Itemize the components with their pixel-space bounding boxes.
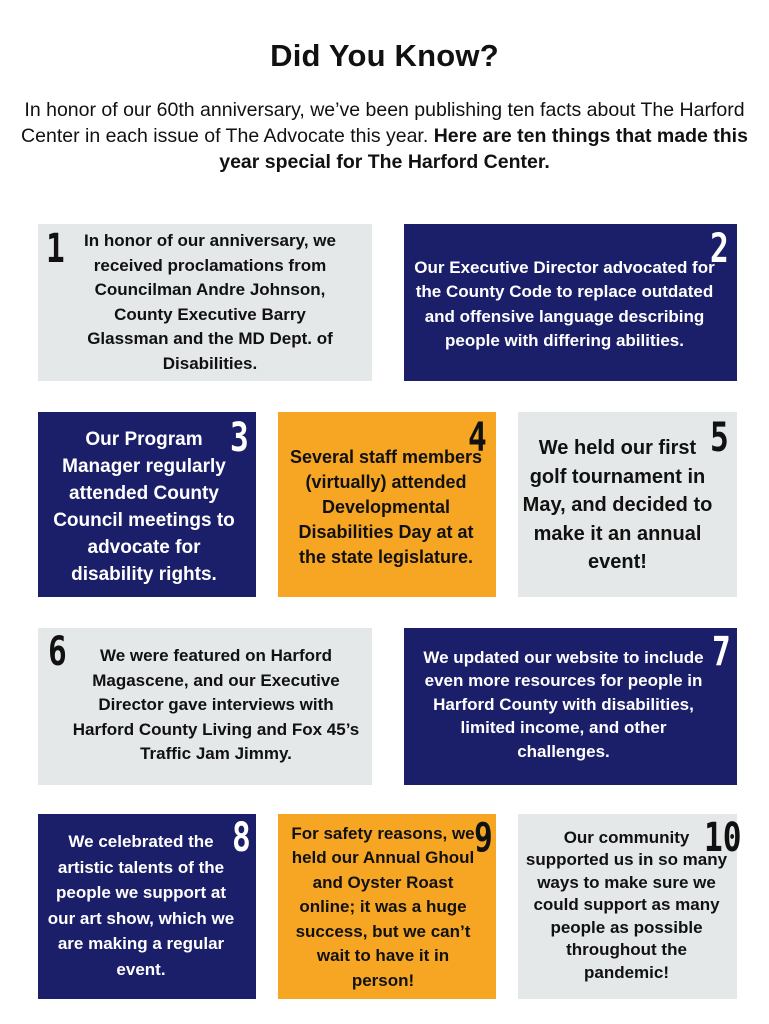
fact-text-2: Our Executive Director advocated for the County Code to replace outdated and offensive language describing people with differing abilities. [414,257,715,350]
fact-card-8 [38,814,256,999]
intro-paragraph [20,97,749,175]
fact-card-7 [404,628,737,785]
fact-text-3: Our Program Manager regularly attended County Council meetings to advocate for disability rights. [53,428,235,585]
fact-text-7: We updated our website to include even more resources for people in Harford County with disabilities, limited income, and other challenges. [423,647,704,761]
fact-number-2: 2 [710,226,729,272]
fact-text-6: We were featured on Harford Magascene, and our Executive Director gave interviews with Harford County Living and Fox 45’s Traffic Jam Jimmy. [72,646,360,764]
fact-card-10 [518,814,742,999]
fact-number-10: 10 [704,815,742,861]
fact-number-3: 3 [230,415,249,461]
fact-text-9: For safety reasons, we held our Annual Ghoul and Oyster Roast online; it was a huge success, but we can’t wait to have it in person! [291,823,475,990]
fact-card-1 [38,224,372,381]
fact-text-4: Several staff members (virtually) attended Developmental Disabilities Day at at the state legislature. [289,447,483,567]
fact-card-6 [38,628,372,785]
fact-number-8: 8 [232,815,251,861]
fact-card-3 [38,412,256,597]
fact-card-4 [278,412,496,597]
fact-card-9 [278,814,496,999]
intro-bold: Here are ten things that made this year special for The Harford Center. [219,125,748,173]
fact-number-6: 6 [48,629,67,675]
fact-text-10: Our community supported us in so many ways to make sure we could support as many people as possible throughout the pandemic! [525,827,728,982]
fact-text-1: In honor of our anniversary, we received proclamations from Councilman Andre Johnson, County Executive Barry Glassman and the MD Dept. of Disabilities. [84,231,336,373]
intro-lead: In honor of our 60th anniversary, we’ve been publishing ten facts about The Harford Center in each issue of The Advocate this year. [21,99,745,147]
fact-text-8: We celebrated the artistic talents of the people we support at our art show, which we are making a regular event. [47,832,235,979]
fact-number-5: 5 [710,415,729,461]
fact-number-9: 9 [474,815,493,861]
fact-number-4: 4 [468,415,487,461]
fact-card-2 [404,224,737,381]
fact-number-7: 7 [712,629,731,675]
fact-text-5: We held our first golf tournament in May, and decided to make it an annual event! [522,437,713,574]
fact-number-1: 1 [46,226,65,272]
fact-card-5 [518,412,737,597]
page-title: Did You Know? [270,38,499,73]
